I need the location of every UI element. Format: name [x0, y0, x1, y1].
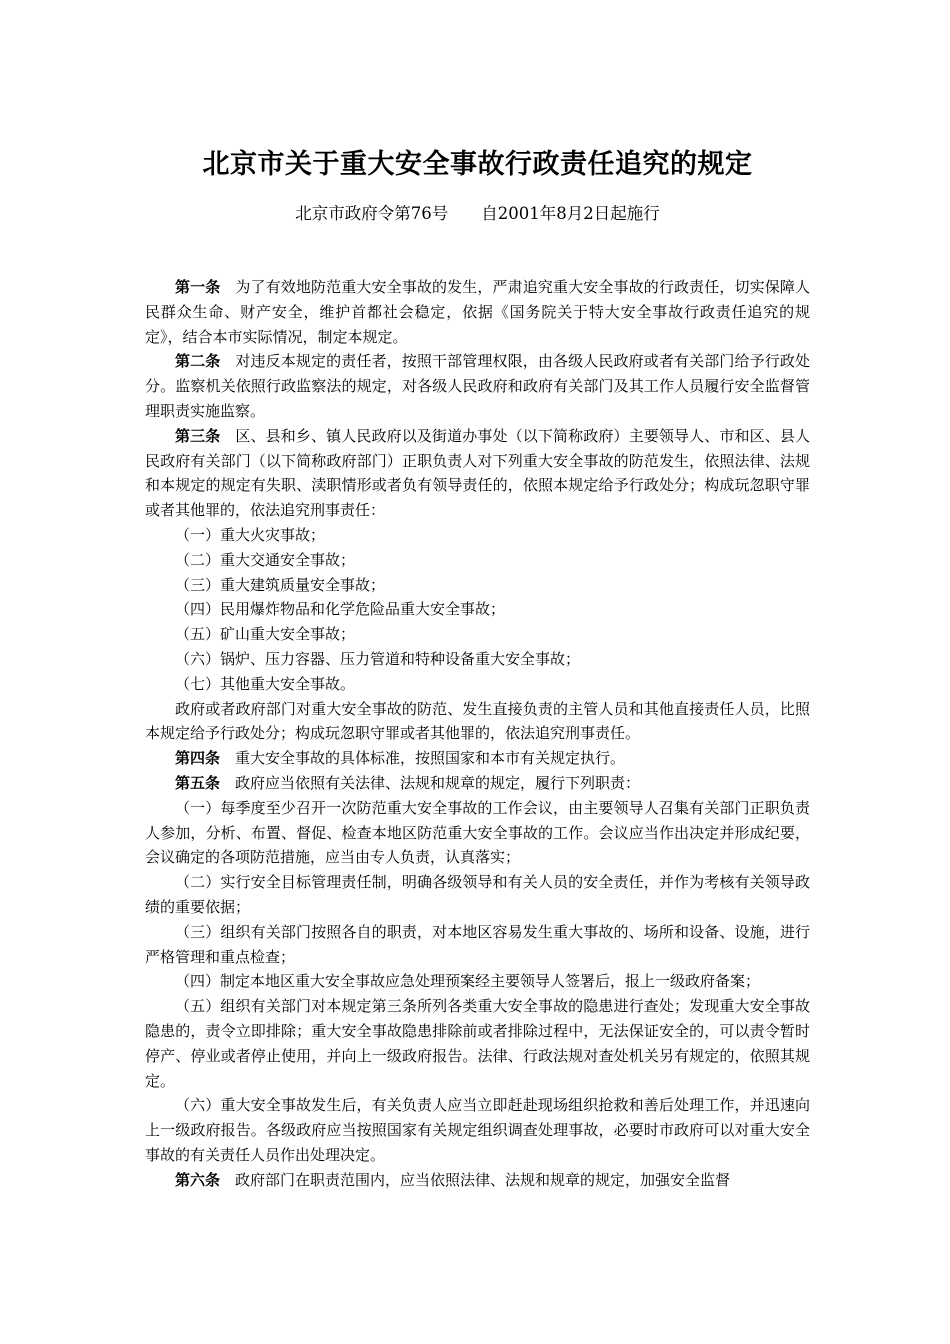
paragraph-text: 政府部门在职责范围内，应当依照法律、法规和规章的规定，加强安全监督 [235, 1170, 731, 1189]
paragraph [145, 1168, 810, 1193]
list-item [145, 920, 810, 970]
list-item [145, 672, 810, 697]
article-label: 第二条 [175, 352, 221, 371]
document-body [145, 275, 810, 1192]
list-item [145, 548, 810, 573]
paragraph-text: 政府或者政府部门对重大安全事故的防范、发生直接负责的主管人员和其他直接责任人员，比照本规定给予行政处分；构成玩忽职守罪或者其他罪的，依法追究刑事责任。 [145, 699, 810, 743]
paragraph [145, 424, 810, 523]
paragraph-text: （五）矿山重大安全事故； [175, 625, 356, 644]
document-title: 北京市关于重大安全事故行政责任追究的规定 [202, 149, 753, 180]
paragraph-text: 区、县和乡、镇人民政府以及街道办事处（以下简称政府）主要领导人、市和区、县人民政府有关部门（以下简称政府部门）正职负责人对下列重大安全事故的防范发生，依照法律、法规和本规定的规定有失职、渎职情形或者负有领导责任的，依照本规定给予行政处分；构成玩忽职守罪或者其他罪的，依法追究刑事责任： [145, 426, 810, 520]
paragraph-text: （六）重大安全事故发生后，有关负责人应当立即赶赴现场组织抢救和善后处理工作，并迅速向上一级政府报告。各级政府应当按照国家有关规定组织调查处理事故，必要时市政府可以对重大安全事故的有关责任人员作出处理决定。 [145, 1096, 810, 1164]
article-label: 第四条 [175, 749, 221, 768]
paragraph-text: 为了有效地防范重大安全事故的发生，严肃追究重大安全事故的行政责任，切实保障人民群众生命、财产安全，维护首都社会稳定，依据《国务院关于特大安全事故行政责任追究的规定》，结合本市实际情况，制定本规定。 [145, 278, 810, 346]
article-label: 第三条 [175, 426, 221, 445]
list-item [145, 969, 810, 994]
list-item [145, 523, 810, 548]
paragraph-text: （六）锅炉、压力容器、压力管道和特种设备重大安全事故； [175, 649, 581, 668]
list-item [145, 622, 810, 647]
paragraph-text: （三）组织有关部门按照各自的职责，对本地区容易发生重大事故的、场所和设备、设施，进行严格管理和重点检查； [145, 922, 810, 966]
paragraph [145, 746, 810, 771]
paragraph-text: 重大安全事故的具体标准，按照国家和本市有关规定执行。 [235, 749, 626, 768]
paragraph-text: （四）制定本地区重大安全事故应急处理预案经主要领导人签署后，报上一级政府备案； [175, 972, 761, 991]
paragraph [145, 771, 810, 796]
paragraph-text: 政府应当依照有关法律、法规和规章的规定，履行下列职责： [235, 773, 641, 792]
paragraph-text: （一）每季度至少召开一次防范重大安全事故的工作会议，由主要领导人召集有关部门正职负责人参加，分析、布置、督促、检查本地区防范重大安全事故的工作。会议应当作出决定并形成纪要，会议确定的各项防范措施，应当由专人负责，认真落实； [145, 798, 810, 867]
article-label: 第一条 [175, 278, 221, 296]
paragraph-text: 对违反本规定的责任者，按照干部管理权限，由各级人民政府或者有关部门给予行政处分。监察机关依照行政监察法的规定，对各级人民政府和政府有关部门及其工作人员履行安全监督管理职责实施监察。 [145, 352, 810, 420]
paragraph [145, 349, 810, 423]
paragraph [145, 697, 810, 747]
list-item [145, 597, 810, 622]
paragraph-text: （七）其他重大安全事故。 [175, 674, 356, 693]
list-item [145, 796, 810, 870]
list-item [145, 573, 810, 598]
list-item [145, 870, 810, 920]
paragraph-text: （二）重大交通安全事故； [175, 550, 356, 569]
paragraph [145, 275, 810, 349]
paragraph-text: （三）重大建筑质量安全事故； [175, 575, 386, 594]
paragraph-text: （一）重大火灾事故； [175, 525, 326, 544]
paragraph-text: （二）实行安全目标管理责任制，明确各级领导和有关人员的安全责任，并作为考核有关领导政绩的重要依据； [145, 873, 810, 916]
article-label: 第六条 [175, 1170, 221, 1189]
list-item [145, 647, 810, 672]
paragraph-text: （五）组织有关部门对本规定第三条所列各类重大安全事故的隐患进行查处；发现重大安全事故隐患的，责令立即排除；重大安全事故隐患排除前或者排除过程中，无法保证安全的，可以责令暂时停产、停业或者停止使用，并向上一级政府报告。法律、行政法规对查处机关另有规定的，依照其规定。 [145, 997, 810, 1090]
list-item [145, 994, 810, 1093]
paragraph-text: （四）民用爆炸物品和化学危险品重大安全事故； [175, 600, 506, 619]
list-item [145, 1093, 810, 1167]
article-label: 第五条 [175, 773, 221, 792]
document-subtitle: 北京市政府令第76号 自2001年8月2日起施行 [295, 204, 660, 223]
